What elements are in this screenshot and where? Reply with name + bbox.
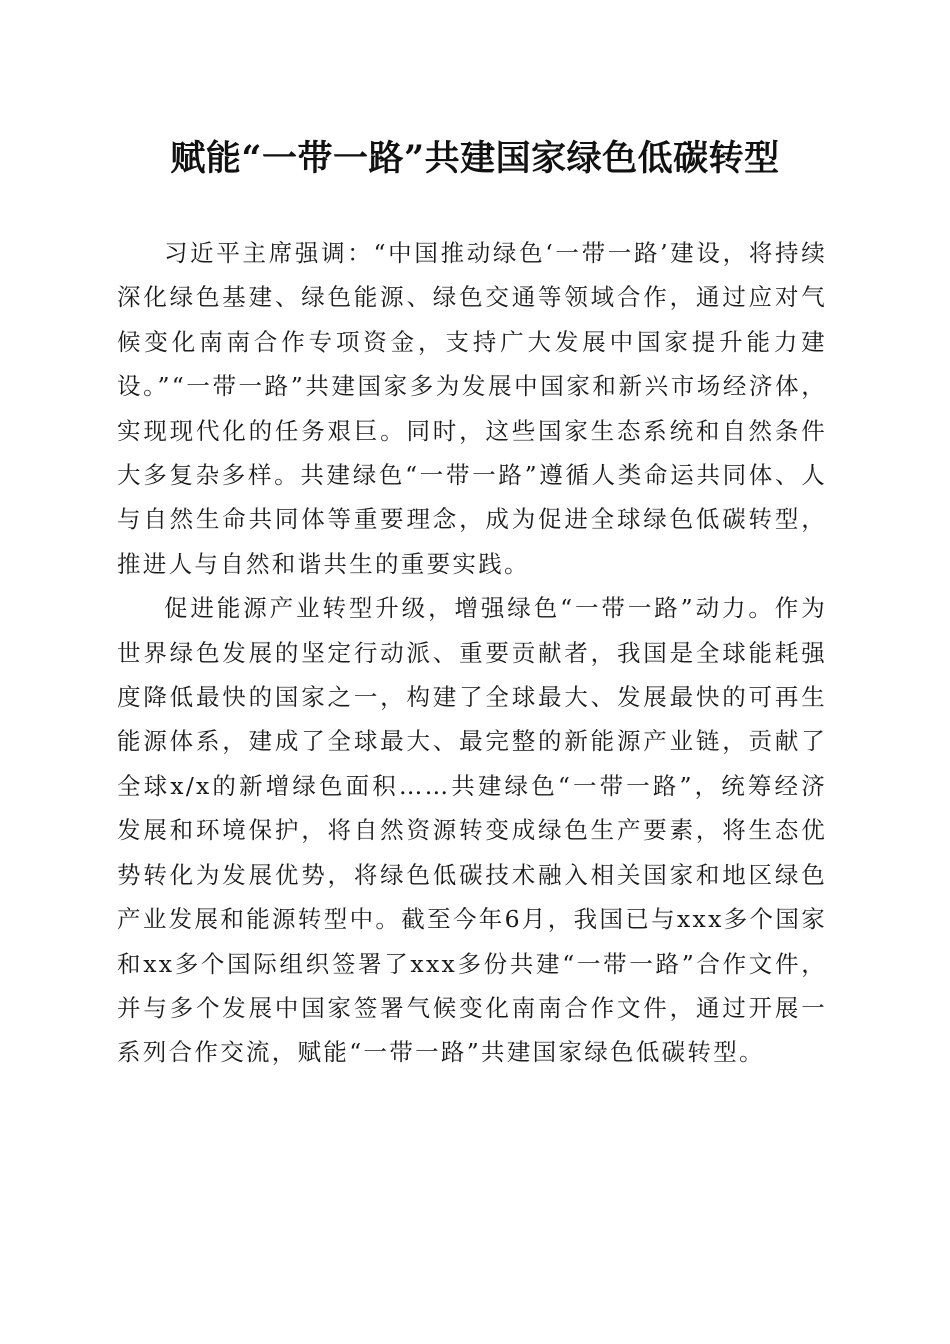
document-body — [117, 231, 827, 1075]
paragraph-2: 促进能源产业转型升级，增强绿色“一带一路”动力。作为世界绿色发展的坚定行动派、重要贡献者，我国是全球能耗强度降低最快的国家之一，构建了全球最大、发展最快的可再生能源体系，建成了全球最大、最完整的新能源产业链，贡献了全球x/x的新增绿色面积……共建绿色“一带一路”，统筹经济发展和环境保护，将自然资源转变成绿色生产要素，将生态优势转化为发展优势，将绿色低碳技术融入相关国家和地区绿色产业发展和能源转型中。截至今年6月，我国已与xxx多个国家和xx多个国际组织签署了xxx多份共建“一带一路”合作文件，并与多个发展中国家签署气候变化南南合作文件，通过开展一系列合作交流，赋能“一带一路”共建国家绿色低碳转型。 — [117, 594, 827, 1067]
document-title: 赋能“一带一路”共建国家绿色低碳转型 — [170, 138, 780, 179]
paragraph-1: 习近平主席强调：“中国推动绿色‘一带一路’建设，将持续深化绿色基建、绿色能源、绿色交通等领域合作，通过应对气候变化南南合作专项资金，支持广大发展中国家提升能力建设。”“一带一路”共建国家多为发展中国家和新兴市场经济体，实现现代化的任务艰巨。同时，这些国家生态系统和自然条件大多复杂多样。共建绿色“一带一路”遵循人类命运共同体、人与自然生命共同体等重要理念，成为促进全球绿色低碳转型，推进人与自然和谐共生的重要实践。 — [117, 239, 827, 578]
